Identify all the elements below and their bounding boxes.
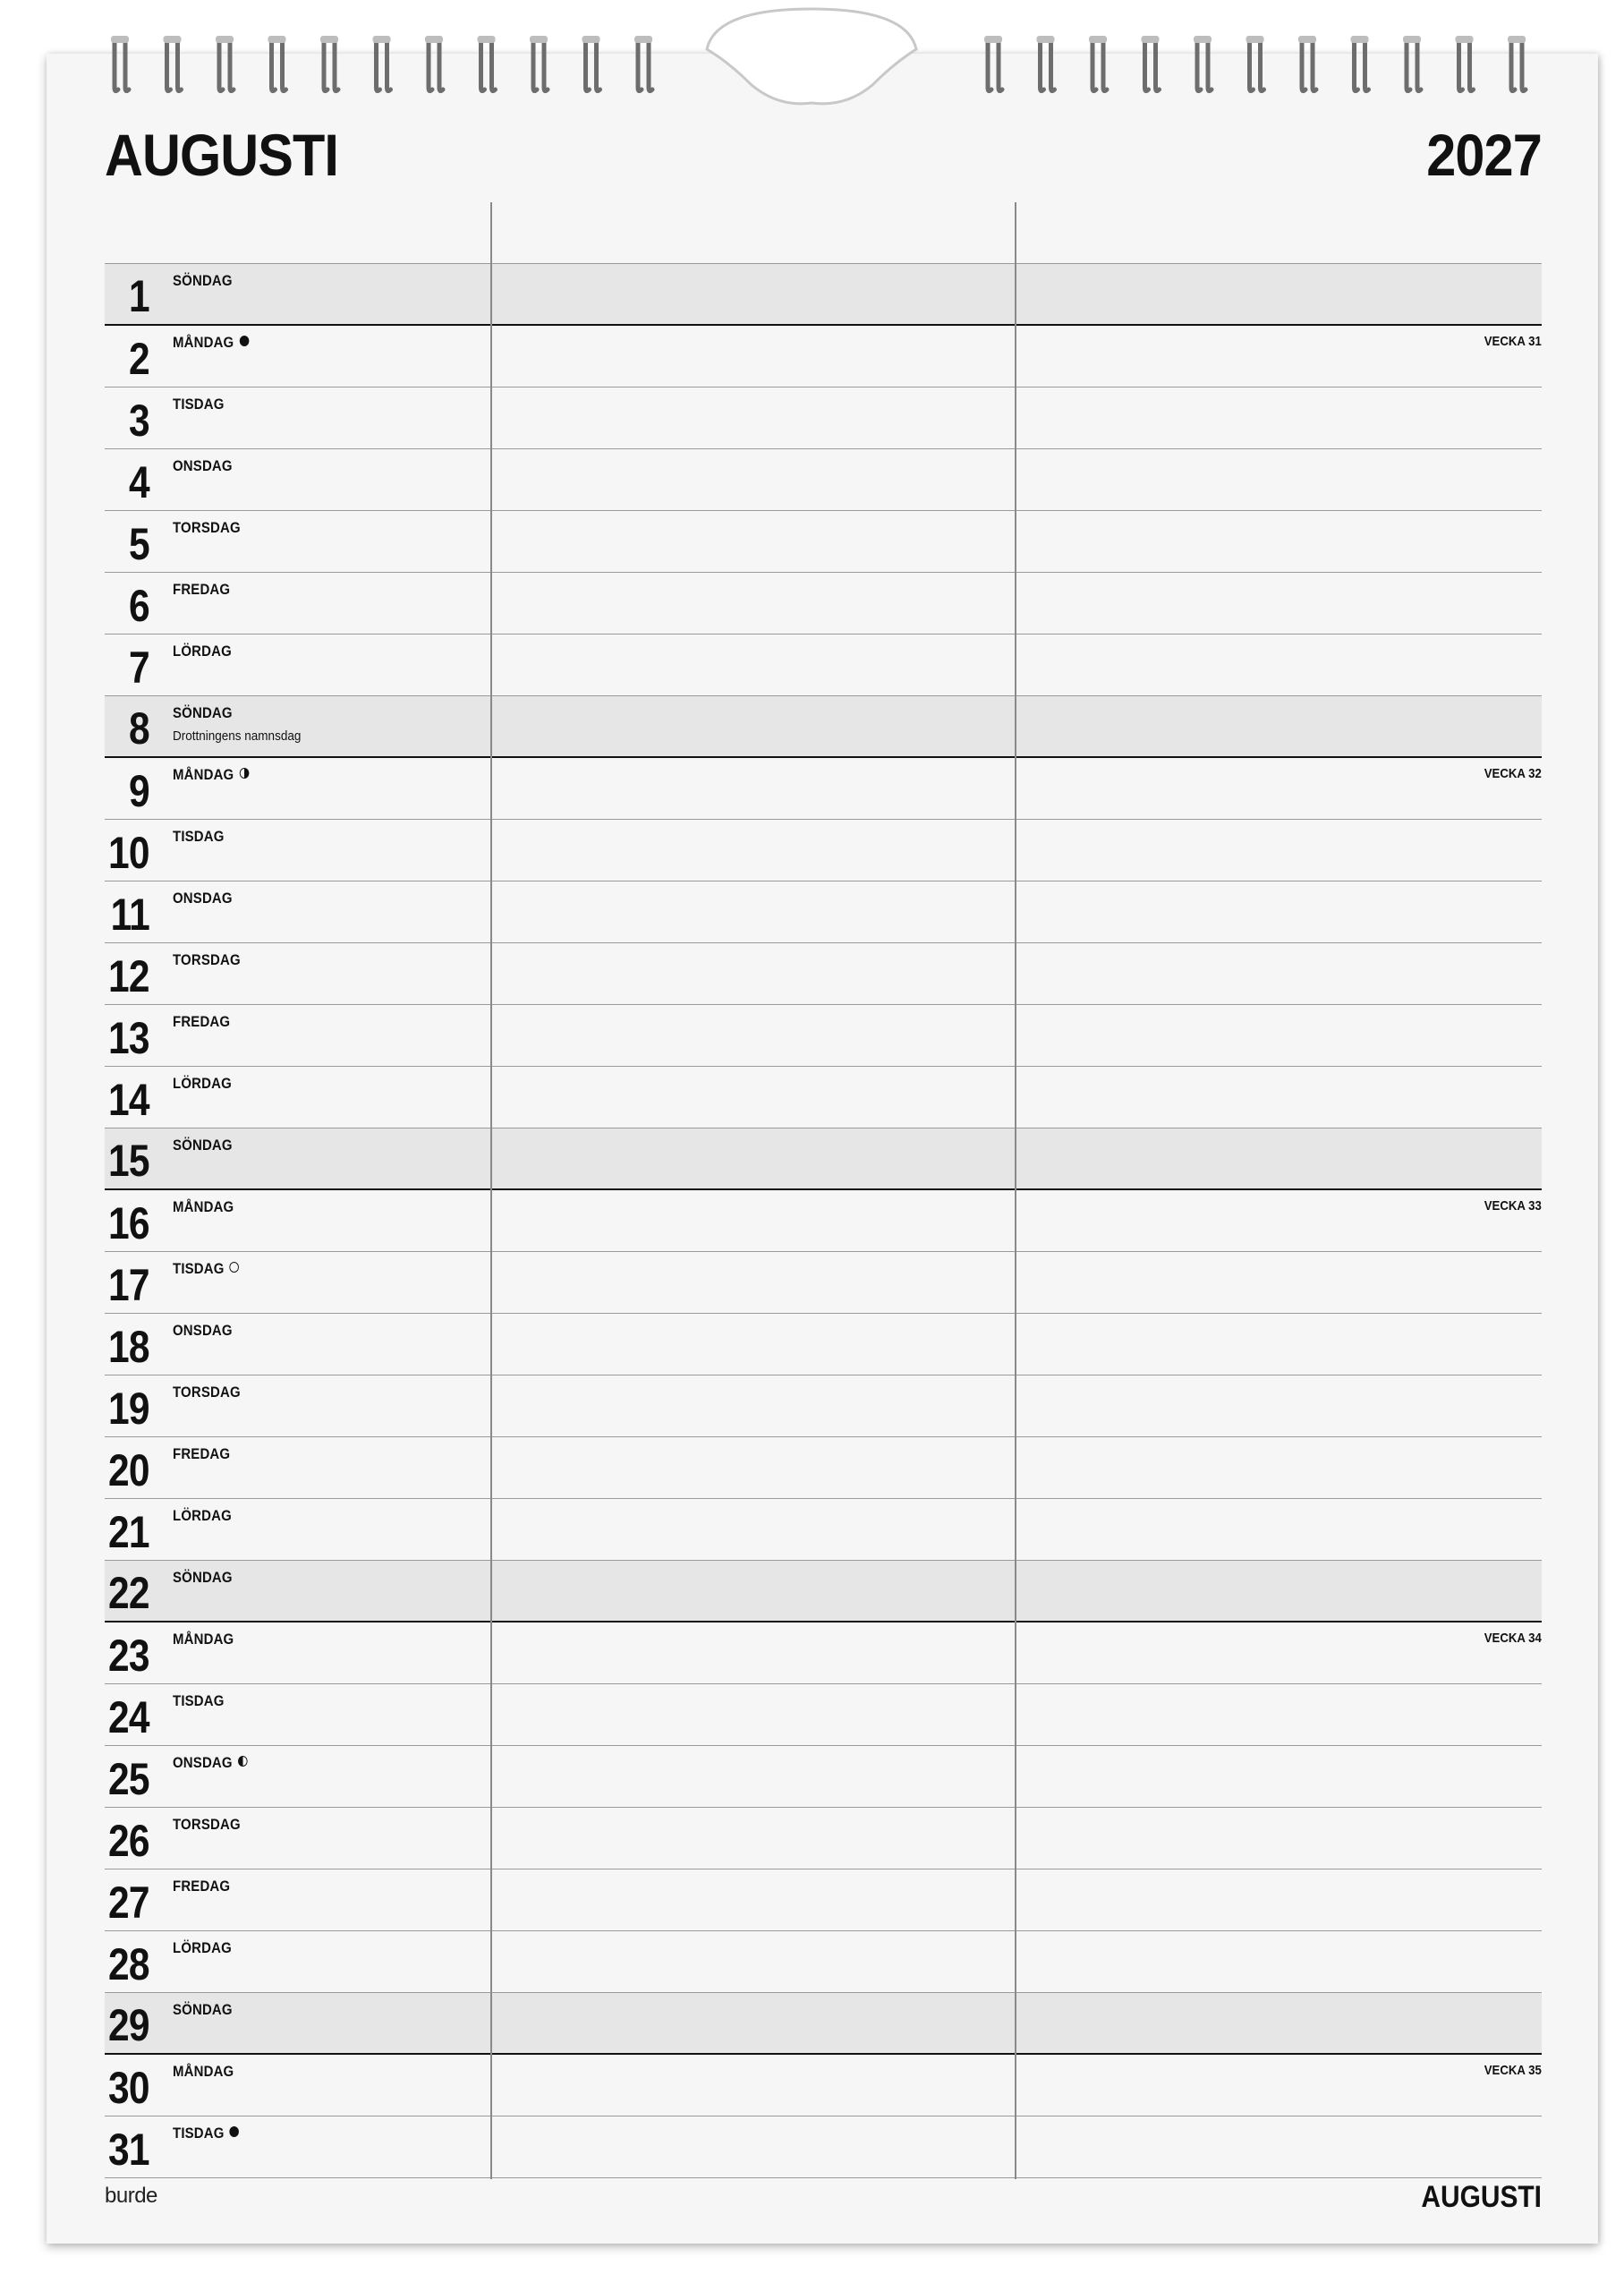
- weekday-text: TORSDAG: [173, 519, 241, 536]
- weekday-label: [173, 1013, 230, 1031]
- weekday-label: [173, 2063, 234, 2081]
- day-row[interactable]: [105, 696, 1542, 758]
- weekday-text: MÅNDAG: [173, 1198, 234, 1215]
- day-row[interactable]: [105, 1437, 1542, 1499]
- weekday-text: ONSDAG: [173, 1322, 233, 1339]
- day-row[interactable]: [105, 1314, 1542, 1375]
- column-divider: [1015, 202, 1016, 2179]
- weekday-label: [173, 2125, 239, 2142]
- weekday-text: LÖRDAG: [173, 1939, 232, 1956]
- weekday-label: [173, 1569, 233, 1587]
- weekday-text: TISDAG: [173, 828, 225, 845]
- weekday-text: TISDAG: [173, 1260, 225, 1277]
- day-number: 25: [108, 1754, 149, 1804]
- day-number: 27: [108, 1878, 149, 1928]
- day-number: 14: [108, 1075, 149, 1125]
- day-row[interactable]: [105, 1128, 1542, 1190]
- day-row[interactable]: [105, 264, 1542, 326]
- weekday-text: LÖRDAG: [173, 643, 232, 660]
- day-number: 6: [129, 581, 149, 631]
- day-number: 21: [108, 1507, 149, 1557]
- weekday-text: SÖNDAG: [173, 704, 233, 721]
- weekday-label: [173, 1384, 241, 1401]
- weekday-label: [173, 1878, 230, 1895]
- day-row[interactable]: [105, 1375, 1542, 1437]
- week-number-label: VECKA 34: [1484, 1631, 1542, 1646]
- day-row[interactable]: [105, 1684, 1542, 1746]
- day-number: 22: [108, 1568, 149, 1618]
- day-number: 8: [129, 703, 149, 754]
- weekday-label: [173, 272, 233, 290]
- day-number: 13: [108, 1013, 149, 1063]
- day-row[interactable]: [105, 1190, 1542, 1252]
- day-row[interactable]: [105, 1005, 1542, 1067]
- day-row[interactable]: [105, 1622, 1542, 1684]
- day-number: 16: [108, 1198, 149, 1248]
- day-row[interactable]: [105, 758, 1542, 820]
- day-row[interactable]: [105, 1808, 1542, 1869]
- weekday-text: FREDAG: [173, 581, 231, 598]
- day-row[interactable]: [105, 573, 1542, 634]
- column-divider: [490, 202, 492, 2179]
- weekday-text: LÖRDAG: [173, 1507, 232, 1524]
- weekday-text: SÖNDAG: [173, 2001, 233, 2018]
- day-number: 26: [108, 1816, 149, 1866]
- moon-phase-new-icon: [240, 336, 250, 346]
- weekday-text: ONSDAG: [173, 1754, 233, 1771]
- day-number: 7: [129, 643, 149, 693]
- week-number-label: VECKA 32: [1484, 766, 1542, 781]
- weekday-text: TISDAG: [173, 2125, 225, 2142]
- weekday-text: SÖNDAG: [173, 1569, 233, 1586]
- weekday-label: [173, 704, 233, 722]
- day-row[interactable]: [105, 1993, 1542, 2055]
- day-number: 11: [110, 890, 149, 940]
- day-number: 2: [129, 334, 149, 384]
- day-number: 29: [108, 2000, 149, 2050]
- day-row[interactable]: [105, 388, 1542, 449]
- day-row[interactable]: [105, 449, 1542, 511]
- weekday-text: ONSDAG: [173, 890, 233, 907]
- weekday-text: MÅNDAG: [173, 1631, 234, 1648]
- day-number: 15: [108, 1136, 149, 1186]
- weekday-label: [173, 396, 225, 413]
- month-title: AUGUSTI: [105, 122, 338, 188]
- weekday-text: SÖNDAG: [173, 1137, 233, 1154]
- weekday-text: TORSDAG: [173, 951, 241, 968]
- header-blank-row[interactable]: [105, 202, 1542, 264]
- day-number: 19: [108, 1384, 149, 1434]
- day-row[interactable]: [105, 1499, 1542, 1561]
- weekday-text: MÅNDAG: [173, 2063, 234, 2080]
- moon-phase-first-icon: [240, 768, 250, 779]
- day-row[interactable]: [105, 326, 1542, 388]
- day-number: 24: [108, 1692, 149, 1742]
- day-number: 23: [108, 1631, 149, 1681]
- weekday-text: FREDAG: [173, 1013, 231, 1030]
- day-row[interactable]: [105, 820, 1542, 881]
- day-number: 31: [108, 2125, 149, 2175]
- day-row[interactable]: [105, 511, 1542, 573]
- weekday-text: MÅNDAG: [173, 334, 234, 351]
- day-number: 4: [129, 457, 149, 507]
- footer-month: AUGUSTI: [1421, 2180, 1542, 2214]
- day-row[interactable]: [105, 2116, 1542, 2178]
- weekday-label: [173, 519, 241, 537]
- weekday-label: [173, 1507, 232, 1525]
- weekday-text: TORSDAG: [173, 1816, 241, 1833]
- day-number: 9: [129, 766, 149, 816]
- nameday-note: Drottningens namnsdag: [173, 728, 302, 744]
- moon-phase-new-icon: [230, 2126, 240, 2137]
- week-number-label: VECKA 31: [1484, 334, 1542, 349]
- weekday-label: [173, 1198, 234, 1216]
- brand-logo: burde: [105, 2184, 157, 2208]
- weekday-label: [173, 1631, 234, 1648]
- weekday-label: [173, 1322, 233, 1340]
- day-number: 20: [108, 1445, 149, 1495]
- year-title: 2027: [1426, 122, 1542, 188]
- weekday-text: SÖNDAG: [173, 272, 233, 289]
- weekday-text: TISDAG: [173, 1692, 225, 1709]
- day-number: 10: [108, 828, 149, 878]
- day-number: 18: [108, 1322, 149, 1372]
- weekday-label: [173, 581, 230, 599]
- weekday-label: [173, 951, 241, 969]
- weekday-text: LÖRDAG: [173, 1075, 232, 1092]
- day-row[interactable]: [105, 1746, 1542, 1808]
- weekday-label: [173, 1692, 225, 1710]
- moon-phase-full-icon: [230, 1262, 240, 1273]
- day-row[interactable]: [105, 634, 1542, 696]
- week-number-label: VECKA 33: [1484, 1198, 1542, 1214]
- weekday-label: [173, 1939, 232, 1957]
- weekday-label: [173, 1137, 233, 1154]
- day-number: 3: [129, 396, 149, 446]
- weekday-text: TORSDAG: [173, 1384, 241, 1401]
- weekday-text: ONSDAG: [173, 457, 233, 474]
- weekday-label: [173, 1445, 230, 1463]
- day-row[interactable]: [105, 1561, 1542, 1622]
- weekday-text: FREDAG: [173, 1878, 231, 1895]
- weekday-label: [173, 1260, 239, 1278]
- weekday-label: [173, 2001, 233, 2019]
- weekday-label: [173, 334, 249, 352]
- weekday-label: [173, 766, 249, 784]
- weekday-label: [173, 1754, 247, 1772]
- day-number: 30: [108, 2063, 149, 2113]
- day-row[interactable]: [105, 1869, 1542, 1931]
- weekday-text: TISDAG: [173, 396, 225, 413]
- day-grid: [105, 202, 1542, 2179]
- day-row[interactable]: [105, 2055, 1542, 2116]
- day-number: 12: [108, 951, 149, 1001]
- day-row[interactable]: [105, 881, 1542, 943]
- weekday-label: [173, 457, 233, 475]
- moon-phase-last-q-icon: [238, 1756, 248, 1767]
- day-row[interactable]: [105, 1931, 1542, 1993]
- weekday-label: [173, 643, 232, 660]
- week-number-label: VECKA 35: [1484, 2063, 1542, 2078]
- weekday-label: [173, 890, 233, 907]
- weekday-label: [173, 828, 225, 846]
- weekday-label: [173, 1816, 241, 1834]
- day-number: 1: [129, 271, 149, 321]
- day-number: 5: [129, 519, 149, 569]
- day-number: 28: [108, 1939, 149, 1989]
- day-row[interactable]: [105, 1252, 1542, 1314]
- day-row[interactable]: [105, 943, 1542, 1005]
- weekday-label: [173, 1075, 232, 1093]
- day-row[interactable]: [105, 1067, 1542, 1128]
- day-number: 17: [108, 1260, 149, 1310]
- weekday-text: MÅNDAG: [173, 766, 234, 783]
- weekday-text: FREDAG: [173, 1445, 231, 1462]
